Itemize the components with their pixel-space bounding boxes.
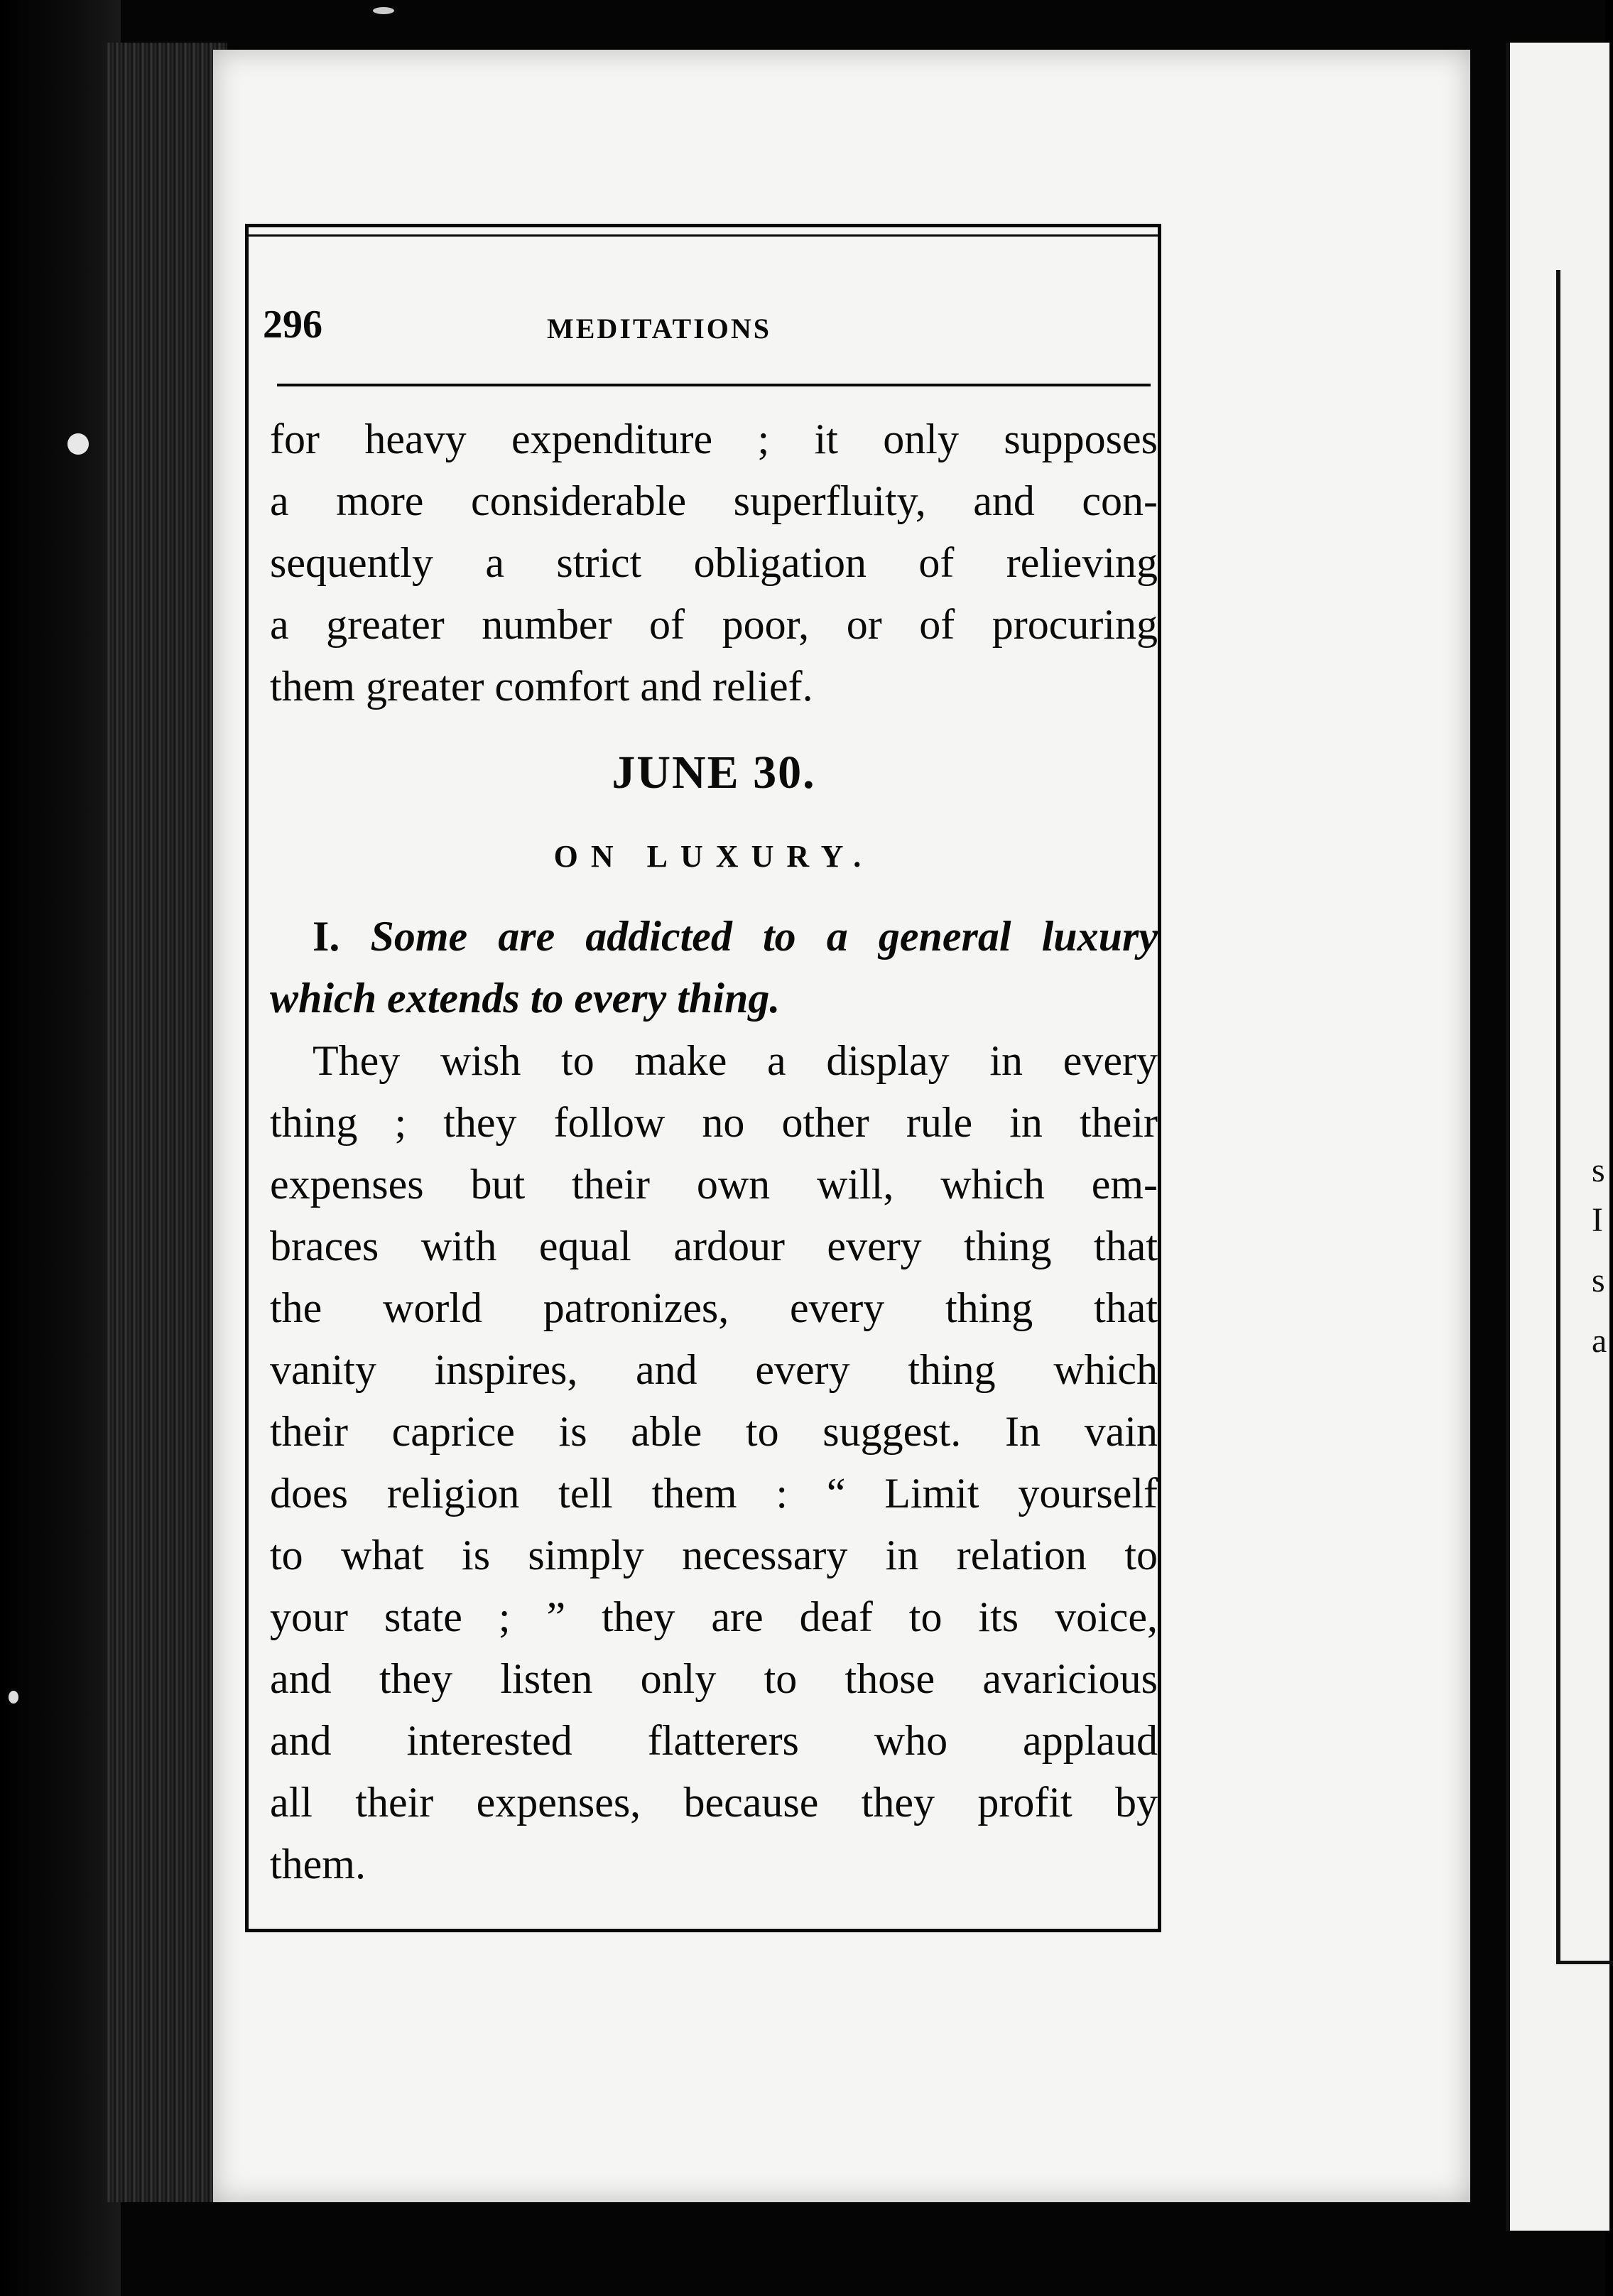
text-frame-inner-rule [245, 234, 1161, 237]
text-line: sequently a strict obligation of relieving [270, 539, 1158, 586]
text-line: for heavy expenditure ; it only supposes [270, 416, 1158, 462]
text-line: and interested flatterers who applaud [270, 1717, 1158, 1764]
point-line [270, 906, 1158, 968]
text-line: expenses but their own will, which em- [270, 1161, 1158, 1208]
book-binding [0, 0, 121, 2296]
header-rule [277, 384, 1151, 386]
adjacent-page [1506, 43, 1609, 2231]
scan-speck [373, 7, 394, 14]
section-date: JUNE 30. [612, 747, 816, 798]
point-text: Some are addicted to a general luxury [370, 913, 1158, 960]
text-line: a more considerable superfluity, and con- [270, 477, 1158, 524]
point-line: which extends to every thing. [270, 975, 781, 1022]
body-paragraph [270, 1030, 1158, 1895]
adjacent-text-fragment: s [1592, 1152, 1605, 1189]
point-numeral: I. [313, 913, 340, 960]
text-line: vanity inspires, and every thing which [270, 1346, 1158, 1393]
adjacent-text-fragment: I [1592, 1201, 1603, 1239]
scan-speck [67, 433, 89, 455]
text-line: their caprice is able to suggest. In vain [270, 1408, 1158, 1455]
text-line: them greater comfort and relief. [270, 663, 813, 710]
text-line: all their expenses, because they profit by [270, 1779, 1158, 1826]
running-head: MEDITATIONS [547, 313, 772, 345]
text-line: and they listen only to those avaricious [270, 1655, 1158, 1702]
continued-paragraph [270, 408, 1158, 718]
adjacent-text-fragment: a [1592, 1322, 1607, 1360]
page-header [263, 302, 1144, 359]
text-line: thing ; they follow no other rule in their [270, 1099, 1158, 1146]
text-line: a greater number of poor, or of procuring [270, 601, 1158, 648]
text-line: them. [270, 1841, 366, 1888]
page-edges [107, 43, 227, 2202]
text-line: to what is simply necessary in relation to [270, 1532, 1158, 1578]
text-line: your state ; ” they are deaf to its voice, [270, 1593, 1158, 1640]
text-line: does religion tell them : “ Limit yourself [270, 1470, 1158, 1517]
point-one [270, 906, 1158, 1029]
adjacent-frame-line [1556, 270, 1560, 1961]
scan-speck [9, 1691, 18, 1704]
section-title: ON LUXURY. [553, 839, 874, 874]
adjacent-frame-bottom [1556, 1961, 1613, 1964]
page-number: 296 [263, 303, 322, 347]
text-line: braces with equal ardour every thing that [270, 1223, 1158, 1269]
adjacent-text-fragment: s [1592, 1262, 1605, 1299]
text-line: They wish to make a display in every [313, 1037, 1158, 1084]
text-line: the world patronizes, every thing that [270, 1284, 1158, 1331]
